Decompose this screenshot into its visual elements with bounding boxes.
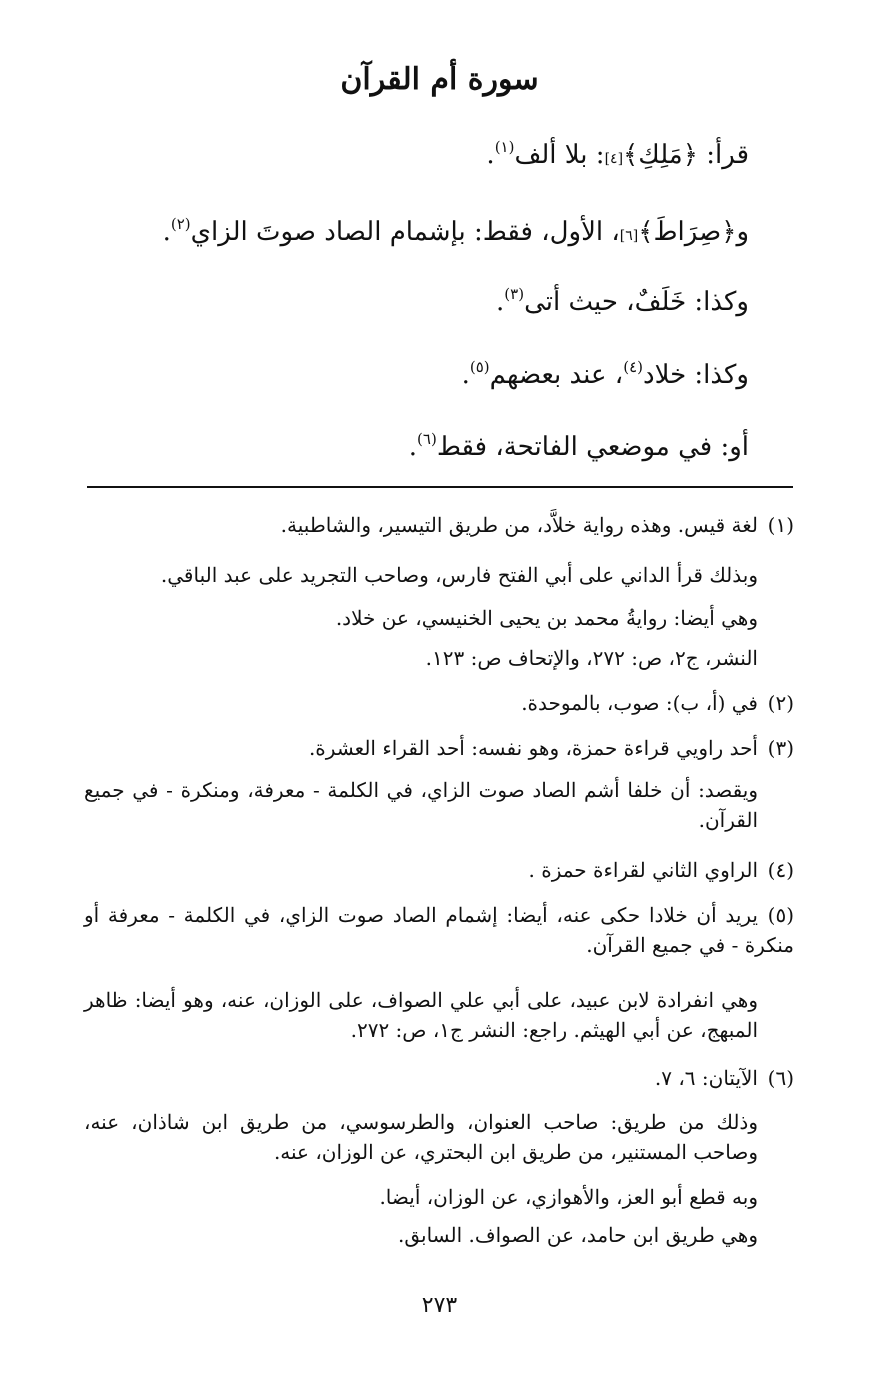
footnote-number: (٢) [767,691,794,715]
footnote-number: (٣) [767,736,794,760]
footnote-line [84,900,794,960]
footnote-line [84,1182,758,1212]
footnote-line [84,510,794,540]
footnote-text: وبذلك قرأ الداني على أبي الفتح فارس، وصاحب التجريد على عبد الباقي. [160,563,758,587]
verse-reference: [٦] [619,228,639,244]
footnote-number: (٦) [767,1066,794,1090]
main-text-line [69,212,749,256]
line-text: في موضعي الفاتحة، فقط [436,432,713,462]
line-end: . [496,287,505,317]
quran-word: خلاد [642,360,687,390]
footnote-number: (٤) [767,858,794,882]
main-text-line [69,282,749,322]
footnote-text: أحد راويي قراءة حمزة، وهو نفسه: أحد القراء العشرة. [308,736,758,760]
footnote-line [84,985,758,1045]
footnote-line [84,1220,758,1250]
footnote-text: وبه قطع أبو العز، والأهوازي، عن الوزان، أيضا. [379,1185,758,1209]
line-end: . [486,140,495,170]
footnote-number: (٥) [767,903,794,927]
quran-word: خَلَفٌ [634,287,687,317]
footnote-marker: (١) [494,138,515,156]
footnote-line [84,603,758,633]
line-prefix: و [736,217,749,247]
footnote-line [84,733,794,763]
surah-title: سورة أم القرآن [340,62,539,97]
line-end: . [162,217,171,247]
quran-word: ﴿صِرَاطَ﴾ [638,217,737,247]
footnote-text: الآيتان: ٦، ٧. [654,1066,758,1090]
line-prefix: وكذا: [686,287,749,317]
footnote-line [84,1063,794,1093]
line-end: . [408,432,418,462]
footnote-marker: (٣) [504,285,525,303]
line-text: ، عند بعضهم [489,360,624,390]
footnote-text: لغة قيس. وهذه رواية خلاَّد، من طريق التيسير، والشاطبية. [280,513,758,537]
line-text: ، الأول، فقط: بإشمام الصاد صوتَ الزاي [190,217,620,247]
footnote-line [84,643,758,673]
line-prefix: وكذا: [686,360,749,390]
footnote-line [84,560,758,590]
line-text: : بلا ألف [514,140,605,170]
footnote-text: وذلك من طريق: صاحب العنوان، والطرسوسي، من طريق ابن شاذان، عنه، وصاحب المستنير، من طريق ابن البحتري، عن الوزان، عنه. [84,1110,758,1164]
footnote-number: (١) [767,513,794,537]
footnote-line [84,855,794,885]
footnote-text: يريد أن خلادا حكى عنه، أيضا: إشمام الصاد صوت الزاي، في الكلمة - معرفة أو منكرة - في جميع القرآن. [84,903,794,957]
footnote-marker: (٤) [623,358,643,376]
main-text-line [69,135,749,179]
line-prefix: أو: [712,432,749,462]
footnote-marker: (٦) [417,430,437,448]
footnote-marker: (٥) [469,358,490,376]
footnote-line [84,1107,758,1167]
line-text: ، حيث أتى [524,287,635,317]
main-text-line [69,427,749,467]
line-end: . [461,360,470,390]
footnote-line [84,775,758,835]
footnote-text: النشر، ج٢، ص: ٢٧٢، والإتحاف ص: ١٢٣. [425,646,758,670]
footnote-line [84,688,794,718]
main-text-line [69,355,749,395]
footnote-text: ويقصد: أن خلفا أشم الصاد صوت الزاي، في الكلمة - معرفة، ومنكرة - في جميع القرآن. [84,778,758,832]
line-prefix: قرأ: [697,140,749,170]
footnote-text: وهي طريق ابن حامد، عن الصواف. السابق. [397,1223,758,1247]
quran-word: ﴿مَلِكِ﴾ [623,140,698,170]
footnote-text: الراوي الثاني لقراءة حمزة . [528,858,758,882]
footnote-separator [87,486,793,488]
footnote-text: في (أ، ب): صوب، بالموحدة. [521,691,758,715]
page-number: ٢٧٣ [421,1293,458,1318]
footnote-marker: (٢) [170,215,191,233]
footnote-text: وهي أيضا: روايةُ محمد بن يحيى الخنيسي، عن خلاد. [335,606,758,630]
footnote-text: وهي انفرادة لابن عبيد، على أبي علي الصواف، على الوزان، عنه، وهو أيضا: ظاهر المبهج، عن أبي الهيثم. راجع: النشر ج١، ص: ٢٧٢. [84,988,758,1042]
verse-reference: [٤] [604,151,624,167]
